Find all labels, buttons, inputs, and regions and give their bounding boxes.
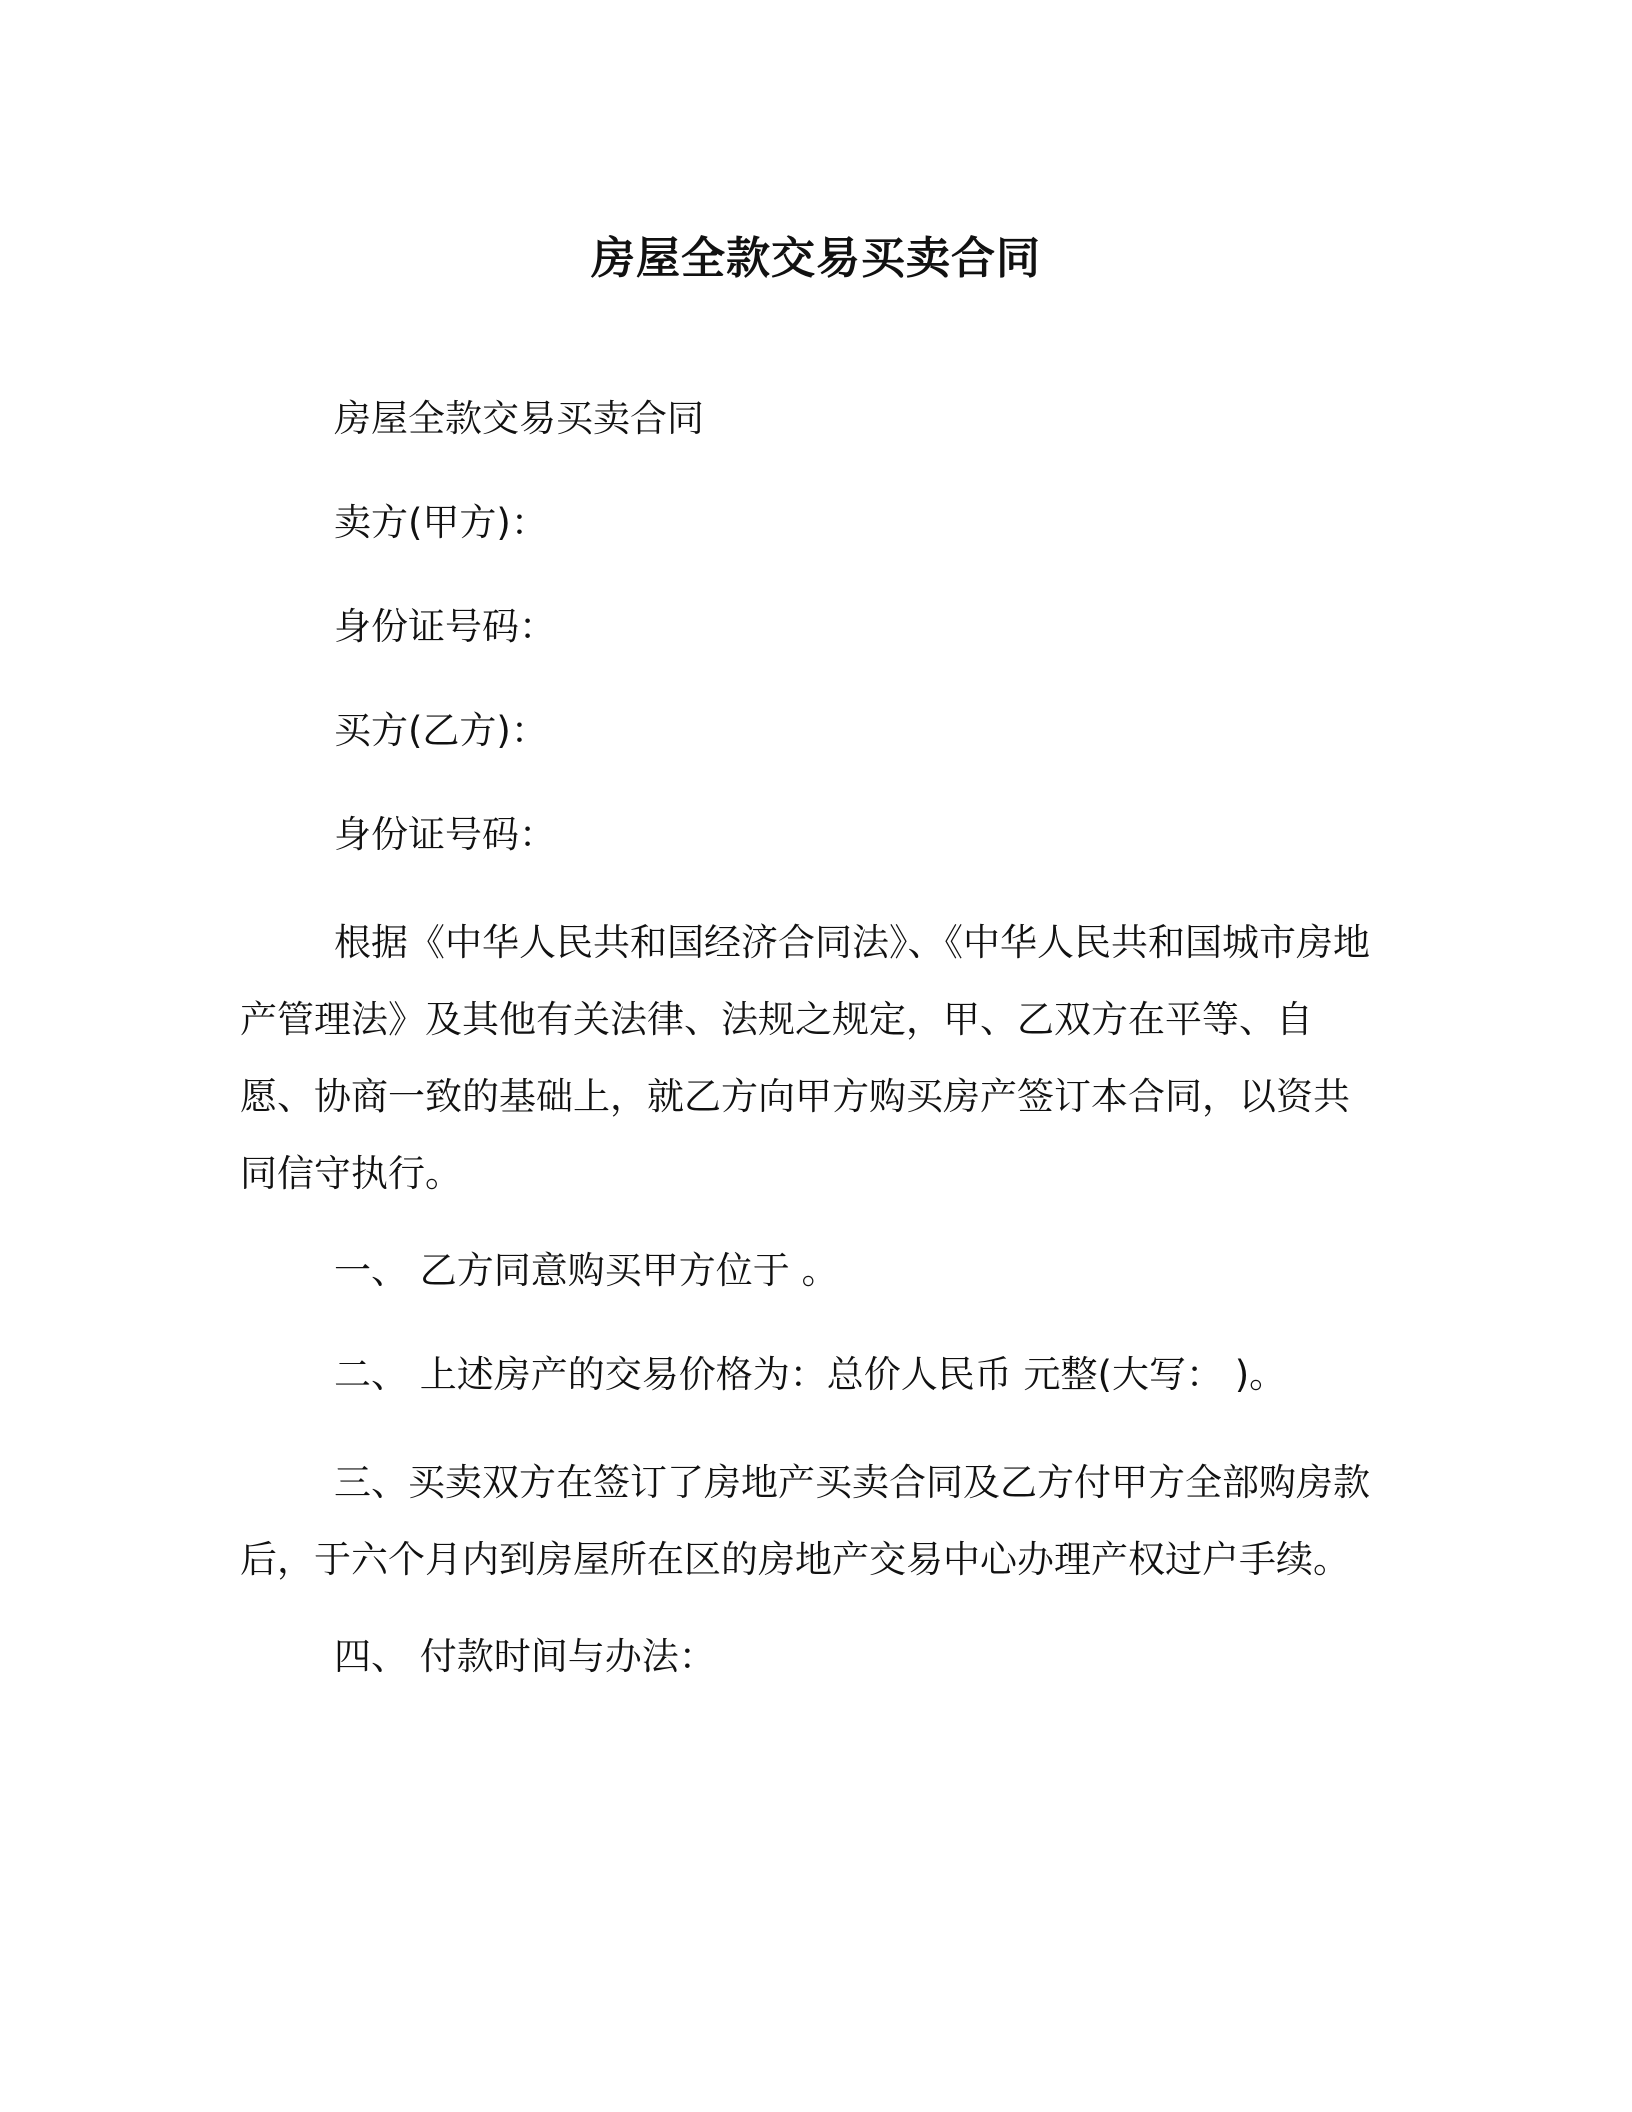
document-subtitle: 房屋全款交易买卖合同 (334, 397, 704, 440)
seller-label: 卖方(甲方)： (334, 501, 548, 544)
seller-id-label: 身份证号码： (334, 605, 556, 648)
clause-4: 四、 付款时间与办法： (334, 1635, 716, 1678)
clause-2: 二、 上述房产的交易价格为：总价人民币 元整(大写： )。 (334, 1353, 1287, 1396)
document-title: 房屋全款交易买卖合同 (591, 233, 1041, 284)
buyer-label: 买方(乙方)： (334, 709, 548, 752)
clause-1: 一、 乙方同意购买甲方位于 。 (334, 1249, 839, 1292)
buyer-id-label: 身份证号码： (334, 813, 556, 856)
clause-3: 三、买卖双方在签订了房地产买卖合同及乙方付甲方全部购房款后，于六个月内到房屋所在区的房地产交易中心办理产权过户手续。 (240, 1461, 1370, 1581)
preamble-paragraph: 根据《中华人民共和国经济合同法》、《中华人民共和国城市房地产管理法》及其他有关法律、法规之规定，甲、乙双方在平等、自愿、协商一致的基础上，就乙方向甲方购买房产签订本合同，以资共同信守执行。 (240, 921, 1370, 1195)
